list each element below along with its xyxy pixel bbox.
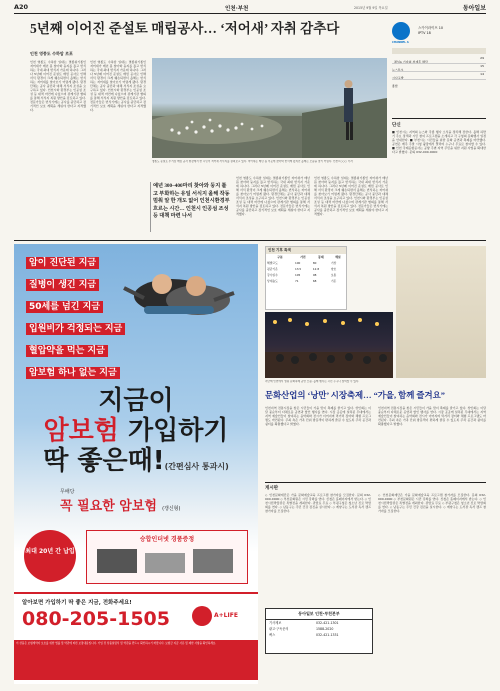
- ad-contact-prompt: 알아보면 가입하기 딱 좋은 지금, 전화주세요!: [22, 600, 132, 606]
- table-cell: 13.5: [294, 267, 302, 271]
- top-story-body-left-2: 인천 영종도 수하암 일대는 멸종위기종인 저어새가 매년 봄 찾아와 둥지를 틀고 번식하는 국내 최대 번식지 가운데 하나다. 그러나 5년째 이어진 준설토 매립 공사로 인해 서식 환경이 크게 훼손되면서 올해는 번식하는 저어새를 찾아보기 어렵게 됐다. 환경단체는 공사 중단과 대체 서식지 조성을 요구하고 있다. 인천시와 환경부는 인공섬 조성 등 대책 마련에 나섰으며 관계기관 협의를 통해 서식지 복원 방안을 검토하고 있다. 전문가들은 번식기에는 공사를 중단하고 장기적인 보호 계획을 세워야 한다고 지적했다.: [90, 60, 146, 112]
- pullquote-rule: [150, 182, 151, 232]
- channel-logo-text: CHANNEL A: [392, 41, 409, 44]
- table-header: 구분: [277, 255, 283, 259]
- ad-event-products: [97, 549, 235, 573]
- ad-big-line-3-text: 딱 좋은때!: [43, 446, 165, 476]
- prize-image: [145, 553, 185, 573]
- table-cell: 68: [312, 279, 317, 283]
- top-story-body-right-2: 인천 영종도 수하암 일대는 멸종위기종인 저어새가 매년 봄 찾아와 둥지를 틀고 번식하는 국내 최대 번식지 가운데 하나다. 그러나 5년째 이어진 준설토 매립 공사로 인해 서식 환경이 크게 훼손되면서 올해는 번식하는 저어새를 찾아보기 어렵게 됐다. 환경단체는 공사 중단과 대체 서식지 조성을 요구하고 있다. 인천시와 환경부는 인공섬 조성 등 대책 마련에 나섰으며 관계기관 협의를 통해 서식지 복원 방안을 검토하고 있다. 전문가들은 번식기에는 공사를 중단하고 장기적인 보호 계획을 세워야 한다고 지적했다.: [314, 176, 388, 216]
- ad-product: [60, 488, 210, 514]
- channel-a-logo: [392, 22, 410, 40]
- contact-label: 광고·구독문의: [269, 627, 289, 631]
- top-story-photo: [152, 58, 387, 158]
- page-number: A20: [14, 3, 29, 11]
- ad-product-name: [60, 495, 210, 514]
- ad-phrase-text: 혈압약을 먹는 지금: [26, 345, 108, 357]
- index-row-value: 14: [480, 72, 484, 76]
- contact-value[interactable]: 032-421-1301: [316, 621, 339, 625]
- index-row: [392, 72, 486, 88]
- ad-phrase: [26, 294, 176, 313]
- ad-highlight-word: 암보험: [43, 416, 119, 446]
- climate-table-title: 인천 기후 특색: [266, 247, 346, 254]
- table-header: 해설: [335, 255, 341, 259]
- ad-phrase-text: 50세를 넘긴 지금: [26, 301, 103, 313]
- ad-phrase-text: 암보험 하나 없는 지금: [26, 367, 120, 379]
- table-cell: 12.8: [312, 267, 320, 271]
- ad-big-line-1: 지금이: [98, 386, 174, 416]
- newspaper-name: 동아일보: [462, 6, 486, 12]
- index-row: [392, 64, 486, 80]
- ad-product-name-text: 꼭 필요한 암보험: [60, 499, 157, 514]
- index-title: 채널A 기자의 취재후 해답: [394, 60, 428, 64]
- photo-scene: [152, 58, 387, 158]
- culture-body-2: 인천지역 전통시장을 찾은 시민들이 가을 맞이 축제를 즐기고 있다. 상인회는 이달 중순부터 다채로운 공연과 할인 행사를 연다. 시장 곳곳에 설치된 무대에서는 지역 예술인들이 참여하는 음악회와 전시가 이어지며 먹거리 장터와 체험 프로그램도 마련된다. 주최 측은 가족 단위 방문객이 편하게 즐길 수 있도록 주차 공간과 쉼터를 확충했다고 밝혔다.: [378, 406, 486, 426]
- bureau-contact-box: [265, 608, 373, 654]
- bureau-contact-title: 동아일보 인천·부천본부: [266, 609, 372, 620]
- table-cell: 98: [312, 273, 317, 277]
- index-row-label: 종합: [392, 84, 398, 88]
- top-story-photo-caption: 영종도 준설토 투기장 매립 공사 현장에서 한 시민이 저어새 서식지를 살펴보고 있다. 저어새는 매년 봄 이곳에 찾아와 번식해 왔지만 올해는 모습을 찾기 어렵다. 인천=○○○ 기자: [152, 160, 353, 163]
- top-story-headline: 5년째 이어진 준설토 매립공사… ‘저어새’ 자취 감추다: [30, 21, 340, 36]
- prize-image: [193, 549, 233, 573]
- table-cell: 기상: [330, 261, 337, 265]
- bulletin-rule: [265, 482, 486, 483]
- top-story-pullquote: 예년 300~400마리 찾아와 둥지 틀고 부화하는 유일 서식지 올해 작동 멈춰 알 한 개도 없어 인천시환경부 흐르는 시간… 인천시 인공섬 조성 등 대책 마련 나서: [153, 183, 230, 220]
- table-cell: 강수일수: [267, 273, 278, 277]
- index-row-label: 뉴스특보: [392, 68, 404, 72]
- sidebar-news-body: ■ 인천시는 지역의 뉴스와 각종 행사 소식을 정리해 전한다. 올해 하반기 주요 정책과 시민 참여 프로그램을 소개하고 각 구청의 문화행사 일정을 안내한다. ■ 부천시는 시민들을 위한 문화 공연과 축제를 마련했다. 공연은 매주 주말 시청 광장에서 열리며 누구나 무료로 참여할 수 있다. ■ 인천 국제공항공사는 공항 주변 지역 주민을 위한 지원 사업을 확대한다고 밝혔다. 문의 032-000-0000: [392, 130, 486, 154]
- section-name: 인천·부천: [225, 6, 249, 12]
- ad-product-suffix: (갱신형): [162, 506, 181, 512]
- contact-value[interactable]: 032-421-1331: [316, 633, 339, 637]
- culture-headline: 문화산업의 ‘낭만’ 시장축제… “가을, 함께 즐겨요”: [265, 391, 445, 400]
- ad-big-line-3: [14, 446, 258, 482]
- section-divider: [14, 240, 486, 241]
- ad-call-bar: [14, 592, 258, 640]
- ad-phrase-text: 암이 진단된 지금: [26, 257, 99, 269]
- ad-phrase: [26, 338, 176, 357]
- ad-product-small: 무배당: [60, 489, 75, 495]
- culture-photo-2: [396, 246, 486, 378]
- ad-big-line-2: [14, 416, 258, 446]
- climate-table: [265, 246, 347, 310]
- table-cell: 상대습도: [267, 279, 278, 283]
- ad-phone-number[interactable]: 080-205-1505: [22, 608, 170, 630]
- ad-phrase: [26, 360, 176, 379]
- promo-line-2: IPTV 18: [418, 31, 431, 35]
- aplus-life-logo: [192, 606, 212, 626]
- table-row: [266, 278, 346, 284]
- culture-photo: [265, 312, 393, 378]
- ad-phrase: [26, 272, 176, 291]
- issue-date: 2015년 9월 9일 목요일: [354, 6, 388, 10]
- sidebar-news-header: 단신: [392, 123, 401, 128]
- ad-badge-text: 최대 20년 간 납입: [25, 548, 75, 555]
- bulletin-body: ◇ 인천문화재단은 가을 문화예술교육 프로그램 참가자를 모집한다. 문의 032-000-0000 ◇ 부천문화원은 시민 강좌를 연다. 신청은 홈페이지에서 받는다. ◇ 인천시립박물관은 특별전을 개최한다. 관람료 무료 ◇ 부평구청은 청소년 진로 박람회를 연다. ◇ 남동구는 주민 건강 검진을 실시한다. ◇ 계양구는 도서관 독서 캠프 참가자를 모집한다.: [265, 493, 371, 513]
- table-header: 가전: [300, 255, 306, 259]
- brand-name: A+LIFE: [214, 612, 238, 619]
- index-row-value: 15: [480, 64, 484, 68]
- ad-badge: [24, 530, 76, 582]
- index-title-bar: [392, 48, 486, 64]
- ad-phrase: [26, 250, 176, 269]
- index-row: [392, 56, 486, 72]
- table-cell: 100: [294, 261, 301, 265]
- table-cell: 평균기온: [267, 267, 278, 271]
- contact-value[interactable]: 1588-2020: [316, 627, 334, 631]
- culture-photo-caption: 지난해 인천에서 열린 문화축제 공연 모습. 올해 행사는 시민 누구나 참여할 수 있다.: [265, 380, 360, 383]
- contact-label: 기사제보: [269, 621, 282, 625]
- top-story-body-left: 인천 영종도 수하암 일대는 멸종위기종인 저어새가 매년 봄 찾아와 둥지를 틀고 번식하는 국내 최대 번식지 가운데 하나다. 그러나 5년째 이어진 준설토 매립 공사로 인해 서식 환경이 크게 훼손되면서 올해는 번식하는 저어새를 찾아보기 어렵게 됐다. 환경단체는 공사 중단과 대체 서식지 조성을 요구하고 있다. 인천시와 환경부는 인공섬 조성 등 대책 마련에 나섰으며 관계기관 협의를 통해 서식지 복원 방안을 검토하고 있다. 전문가들은 번식기에는 공사를 중단하고 장기적인 보호 계획을 세워야 한다고 지적했다.: [30, 60, 86, 112]
- table-cell: 기온: [330, 279, 337, 283]
- contact-label: 팩스: [269, 633, 276, 637]
- ad-phrase: [26, 316, 176, 335]
- masthead-rule: [14, 13, 486, 14]
- prize-image: [97, 549, 137, 573]
- ad-event-box: [86, 530, 248, 584]
- sidebar-rule: [392, 118, 486, 119]
- ad-phrase-text: 질병이 생긴 지금: [26, 279, 99, 291]
- insurance-ad: [14, 244, 258, 684]
- culture-body: 인천지역 전통시장을 찾은 시민들이 가을 맞이 축제를 즐기고 있다. 상인회는 이달 중순부터 다채로운 공연과 할인 행사를 연다. 시장 곳곳에 설치된 무대에서는 지역 예술인들이 참여하는 음악회와 전시가 이어지며 먹거리 장터와 체험 프로그램도 마련된다. 주최 측은 가족 단위 방문객이 편하게 즐길 수 있도록 주차 공간과 쉼터를 확충했다고 밝혔다.: [265, 406, 371, 426]
- ad-phrase-list: [26, 250, 176, 382]
- table-cell: 105: [294, 273, 301, 277]
- table-header: 통제: [318, 255, 324, 259]
- table-cell: 양호: [330, 267, 337, 271]
- ad-phrase-text: 입원비가 걱정되는 지금: [26, 323, 125, 335]
- table-cell: 71: [294, 279, 299, 283]
- bulletin-header: 게시판: [265, 486, 279, 491]
- top-story-byline: 인천 영종도 수하암 르포: [30, 51, 73, 56]
- table-cell: 보통: [330, 273, 337, 277]
- index-row-label: 시사고발: [392, 76, 404, 80]
- table-cell: 80: [312, 261, 317, 265]
- festival-scene: [265, 312, 393, 378]
- ad-big-line-2-rest: 가입하기: [118, 416, 229, 446]
- sidebar-channel-box: [392, 22, 486, 86]
- top-story-body-right: 인천 영종도 수하암 일대는 멸종위기종인 저어새가 매년 봄 찾아와 둥지를 틀고 번식하는 국내 최대 번식지 가운데 하나다. 그러나 5년째 이어진 준설토 매립 공사로 인해 서식 환경이 크게 훼손되면서 올해는 번식하는 저어새를 찾아보기 어렵게 됐다. 환경단체는 공사 중단과 대체 서식지 조성을 요구하고 있다. 인천시와 환경부는 인공섬 조성 등 대책 마련에 나섰으며 관계기관 협의를 통해 서식지 복원 방안을 검토하고 있다. 전문가들은 번식기에는 공사를 중단하고 장기적인 보호 계획을 세워야 한다고 지적했다.: [236, 176, 310, 216]
- ad-disclaimer: 이 상품은 보험계약자 보호를 위한 법률 및 약관에 따른 보장내용입니다. 가입 전 상품설명서 및 약관을 반드시 확인하시기 바랍니다. 보험금 지급 사유 및 제한 사항을 확인하세요.: [14, 640, 258, 680]
- climate-table-grid: [266, 254, 346, 284]
- masthead: [14, 0, 486, 12]
- contact-row: [266, 632, 372, 638]
- bulletin-body-2: ◇ 인천문화재단은 가을 문화예술교육 프로그램 참가자를 모집한다. 문의 032-000-0000 ◇ 부천문화원은 시민 강좌를 연다. 신청은 홈페이지에서 받는다. ◇ 인천시립박물관은 특별전을 개최한다. 관람료 무료 ◇ 부평구청은 청소년 진로 박람회를 연다. ◇ 남동구는 주민 건강 검진을 실시한다. ◇ 계양구는 도서관 독서 캠프 참가자를 모집한다.: [378, 493, 486, 513]
- table-cell: 해발고도: [267, 261, 278, 265]
- ad-big-copy: [14, 386, 258, 482]
- promo-line-1: 스카이라이프 10: [418, 26, 444, 30]
- index-row-value: 29: [480, 56, 484, 60]
- ad-big-line-3-tag: (간편심사 통과시): [164, 462, 229, 471]
- ad-event-title: 승합인더넷 경품증정: [139, 536, 195, 543]
